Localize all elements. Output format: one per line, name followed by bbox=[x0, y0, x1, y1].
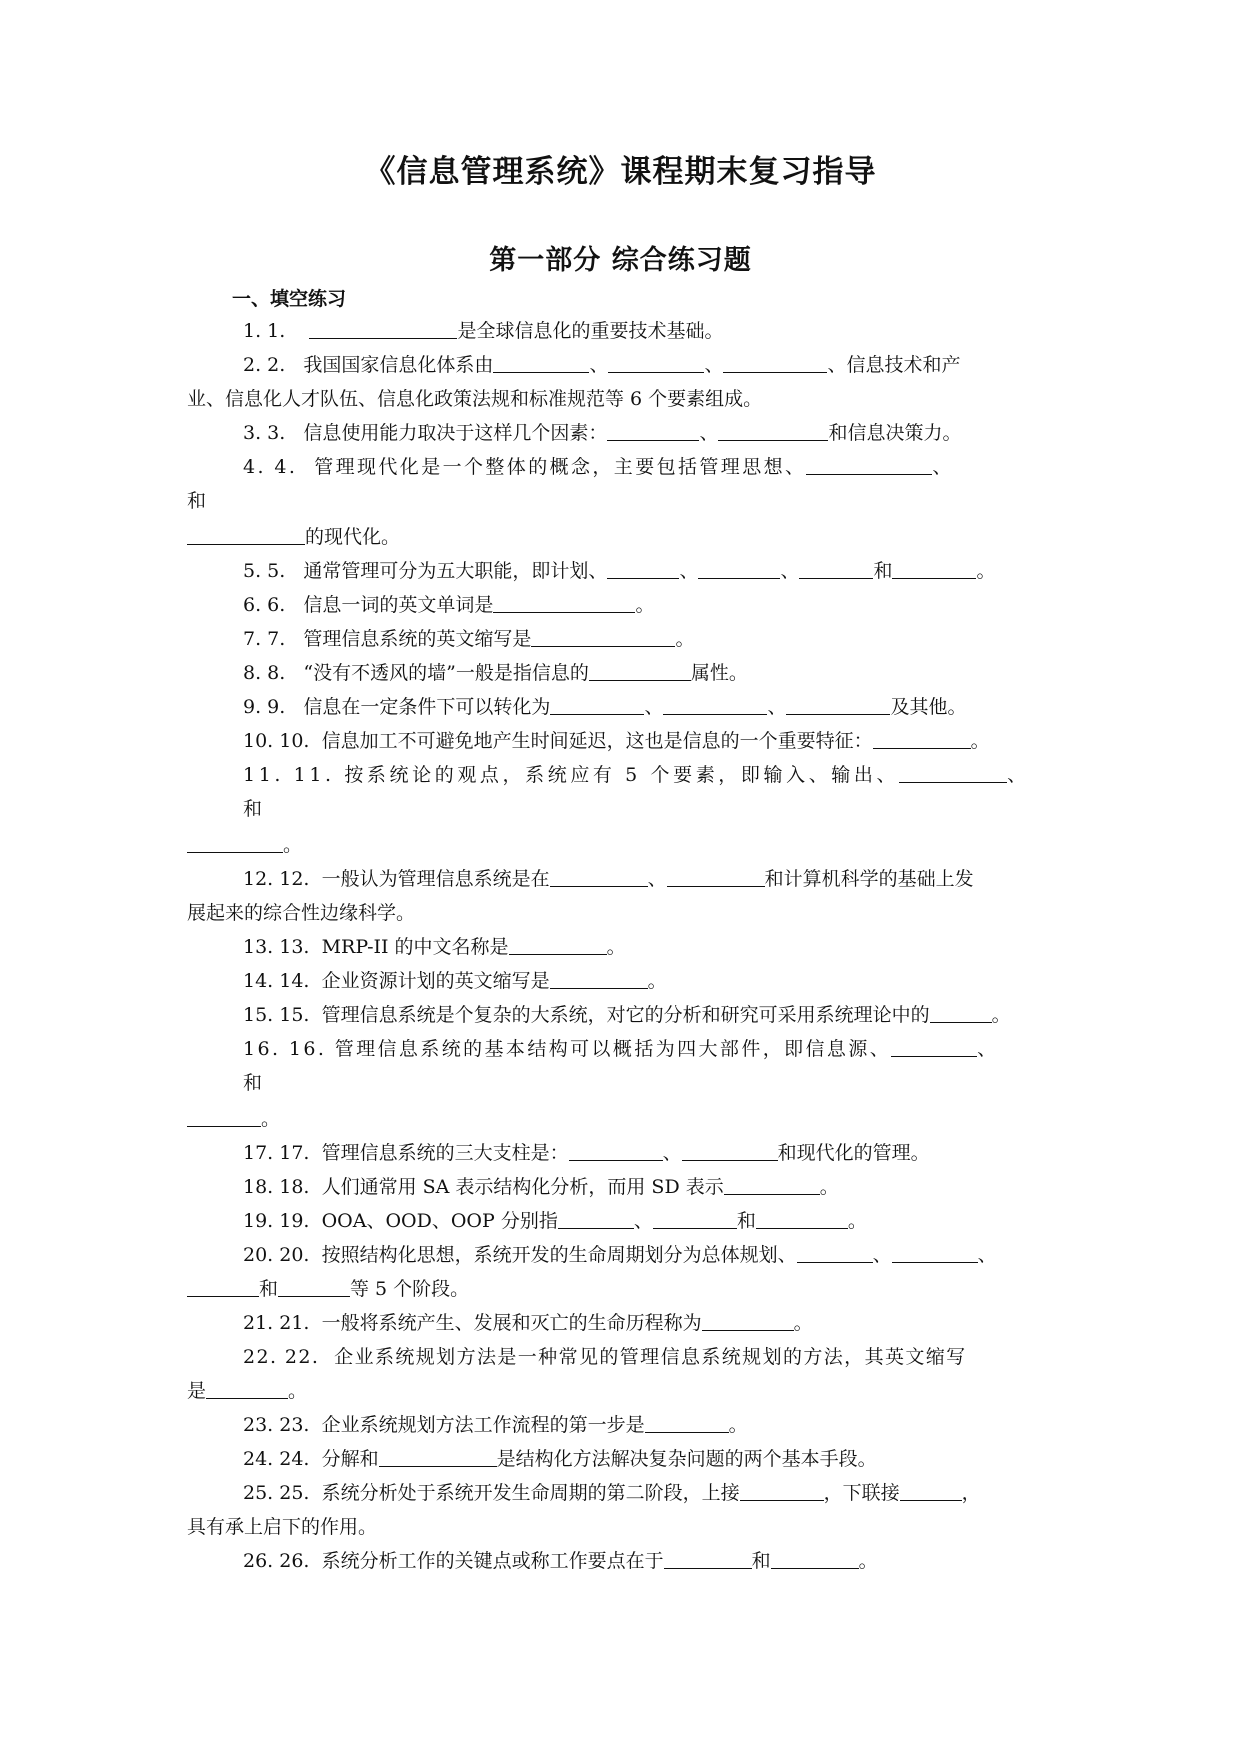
question-25-continuation: 具有承上启下的作用。 bbox=[187, 1516, 378, 1538]
question-3: 3. 3. 信息使用能力取决于这样几个因素： 、 和信息决策力。 bbox=[243, 422, 962, 444]
question-2: 2. 2. 我国国家信息化体系由 、 、 、信息技术和产 bbox=[243, 354, 961, 376]
answer-blank bbox=[718, 421, 828, 441]
answer-blank bbox=[702, 1311, 794, 1331]
answer-blank bbox=[663, 695, 767, 715]
answer-blank bbox=[799, 559, 873, 579]
answer-blank bbox=[206, 1379, 288, 1399]
question-5: 5. 5. 通常管理可分为五大职能，即计划、 、 、 和 。 bbox=[243, 560, 996, 582]
answer-blank bbox=[756, 1209, 848, 1229]
answer-blank bbox=[698, 559, 780, 579]
question-24: 24. 24. 分解和 是结构化方法解决复杂问题的两个基本手段。 bbox=[243, 1448, 877, 1470]
answer-blank bbox=[493, 593, 635, 613]
question-23: 23. 23. 企业系统规划方法工作流程的第一步是 。 bbox=[243, 1414, 748, 1436]
answer-blank bbox=[899, 763, 1007, 783]
question-4-continuation: 的现代化。 bbox=[187, 524, 400, 550]
question-20: 20. 20. 按照结构化思想，系统开发的生命周期划分为总体规划、 、 、 bbox=[243, 1244, 997, 1266]
answer-blank bbox=[930, 1003, 992, 1023]
question-20-continuation: 和 等 5 个阶段。 bbox=[187, 1276, 469, 1302]
question-1: 1. 1. 是全球信息化的重要技术基础。 bbox=[243, 320, 724, 342]
answer-blank bbox=[682, 1141, 778, 1161]
answer-blank bbox=[667, 867, 765, 887]
answer-blank bbox=[900, 1481, 962, 1501]
answer-blank bbox=[309, 319, 457, 339]
question-26: 26. 26. 系统分析工作的关键点或称工作要点在于 和 。 bbox=[243, 1550, 878, 1572]
question-17: 17. 17. 管理信息系统的三大支柱是： 、 和现代化的管理。 bbox=[243, 1142, 930, 1164]
answer-blank bbox=[892, 1243, 978, 1263]
answer-blank bbox=[873, 729, 971, 749]
document-title: 《信息管理系统》课程期末复习指导 bbox=[364, 154, 877, 190]
answer-blank bbox=[740, 1481, 824, 1501]
question-25: 25. 25. 系统分析处于系统开发生命周期的第二阶段，上接 ，下联接 ， bbox=[243, 1482, 981, 1504]
answer-blank bbox=[645, 1413, 729, 1433]
question-18: 18. 18. 人们通常用 SA 表示结构化分析，而用 SD 表示 。 bbox=[243, 1176, 839, 1198]
question-10: 10. 10. 信息加工不可避免地产生时间延迟，这也是信息的一个重要特征： 。 bbox=[243, 730, 990, 752]
question-9: 9. 9. 信息在一定条件下可以转化为 、 、 及其他。 bbox=[243, 696, 967, 718]
question-2-continuation: 业、信息化人才队伍、信息化政策法规和标准规范等 6 个要素组成。 bbox=[187, 388, 763, 410]
answer-blank bbox=[550, 695, 644, 715]
answer-blank bbox=[493, 353, 589, 373]
question-16-continuation: 。 bbox=[187, 1106, 280, 1132]
question-22-continuation: 是 。 bbox=[187, 1380, 308, 1402]
answer-blank bbox=[892, 559, 976, 579]
answer-blank bbox=[786, 695, 890, 715]
question-7: 7. 7. 管理信息系统的英文缩写是 。 bbox=[243, 628, 695, 650]
question-8: 8. 8. “没有不透风的墙”一般是指信息的 属性。 bbox=[243, 662, 748, 684]
answer-blank bbox=[509, 935, 607, 955]
answer-blank bbox=[550, 867, 648, 887]
section-title: 一、填空练习 bbox=[232, 288, 347, 310]
answer-blank bbox=[664, 1549, 752, 1569]
answer-blank bbox=[891, 1037, 977, 1057]
question-13: 13. 13. MRP-II 的中文名称是 。 bbox=[243, 936, 626, 958]
answer-blank bbox=[187, 1277, 259, 1297]
question-12: 12. 12. 一般认为管理信息系统是在 、 和计算机科学的基础上发 bbox=[243, 868, 974, 890]
question-4-and: 和 bbox=[187, 490, 207, 512]
answer-blank bbox=[653, 1209, 737, 1229]
answer-blank bbox=[806, 455, 932, 475]
answer-blank bbox=[723, 353, 827, 373]
answer-blank bbox=[797, 1243, 873, 1263]
answer-blank bbox=[379, 1447, 497, 1467]
question-16-and: 和 bbox=[243, 1072, 263, 1094]
question-16: 16. 16. 管理信息系统的基本结构可以概括为四大部件，即信息源、 、 bbox=[243, 1038, 999, 1060]
answer-blank bbox=[569, 1141, 663, 1161]
question-19: 19. 19. OOA、OOD、OOP 分别指 、 和 。 bbox=[243, 1210, 867, 1232]
answer-blank bbox=[278, 1277, 350, 1297]
question-6: 6. 6. 信息一词的英文单词是 。 bbox=[243, 594, 655, 616]
question-22: 22. 22. 企业系统规划方法是一种常见的管理信息系统规划的方法，其英文缩写 bbox=[243, 1346, 967, 1368]
answer-blank bbox=[531, 627, 675, 647]
answer-blank bbox=[608, 353, 704, 373]
question-4: 4. 4. 管理现代化是一个整体的概念，主要包括管理思想、 、 bbox=[243, 456, 954, 478]
answer-blank bbox=[187, 525, 305, 545]
question-21: 21. 21. 一般将系统产生、发展和灭亡的生命历程称为 。 bbox=[243, 1312, 813, 1334]
part-title: 第一部分 综合练习题 bbox=[489, 245, 752, 276]
answer-blank bbox=[589, 661, 691, 681]
answer-blank bbox=[607, 559, 679, 579]
answer-blank bbox=[187, 1107, 261, 1127]
question-15: 15. 15. 管理信息系统是个复杂的大系统，对它的分析和研究可采用系统理论中的 。 bbox=[243, 1004, 1011, 1026]
question-11-continuation: 。 bbox=[187, 832, 302, 858]
question-11-and: 和 bbox=[243, 798, 263, 820]
answer-blank bbox=[187, 833, 283, 853]
question-12-continuation: 展起来的综合性边缘科学。 bbox=[187, 902, 416, 924]
answer-blank bbox=[558, 1209, 634, 1229]
question-11: 11. 11. 按系统论的观点，系统应有 5 个要素，即输入、输出、 、 bbox=[243, 764, 1030, 786]
answer-blank bbox=[771, 1549, 859, 1569]
answer-blank bbox=[724, 1175, 820, 1195]
answer-blank bbox=[607, 421, 699, 441]
answer-blank bbox=[550, 969, 648, 989]
question-14: 14. 14. 企业资源计划的英文缩写是 。 bbox=[243, 970, 667, 992]
